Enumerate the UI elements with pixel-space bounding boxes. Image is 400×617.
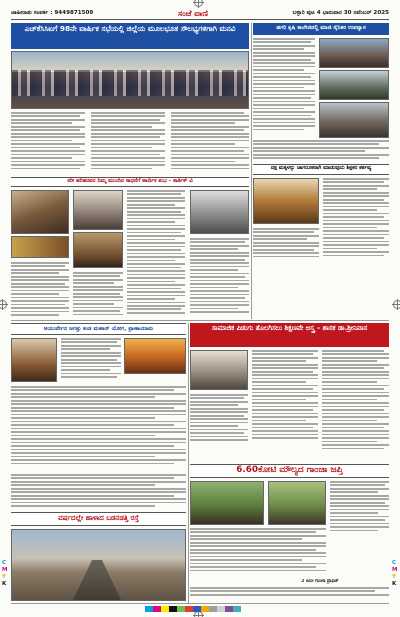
- color-swatch: [233, 606, 241, 612]
- registration-mark-left: [0, 300, 7, 309]
- ganja-photo-1: [190, 481, 264, 525]
- road-surface: [72, 560, 122, 601]
- registration-mark-right: [393, 300, 400, 309]
- seizure-body-wide: [190, 528, 326, 576]
- color-swatch: [193, 606, 201, 612]
- color-swatch: [185, 606, 193, 612]
- lead-body-col3: [171, 112, 249, 174]
- ayurveda-group-photo: [124, 338, 186, 374]
- lead-body-col1: [11, 112, 85, 174]
- color-swatch: [209, 606, 217, 612]
- middle-body: [73, 272, 123, 320]
- color-swatch: [145, 606, 153, 612]
- ayurveda-body-wide: [11, 386, 186, 472]
- award-photo: [11, 190, 69, 234]
- ganja-photo-2: [268, 481, 326, 525]
- yoga-photo: [11, 338, 57, 382]
- banner-body-col2: [252, 350, 318, 448]
- event-photo-2: [73, 232, 123, 268]
- center-body: [127, 190, 185, 320]
- color-swatch: [161, 606, 169, 612]
- left-body: [11, 262, 69, 320]
- color-swatch: [153, 606, 161, 612]
- bottom-left-body: [11, 474, 186, 510]
- issue-info: ಬಳ್ಳಾರಿ ಪುಟ 4 ಭಾನುವಾರ 30 ನವೆಂಬರ್ 2025: [292, 10, 389, 16]
- page-header: [11, 8, 389, 20]
- right-body-col1: [253, 38, 315, 138]
- color-swatch: [177, 606, 185, 612]
- soldier-photo-3: [319, 102, 389, 138]
- cmyk-right: C M Y K: [392, 560, 398, 587]
- column-rule-2: [188, 323, 189, 603]
- pinned-caption: 2 ಕಿಮೀ ಗಾಂಜಾ ಪ್ರಾಫಿಟ್: [301, 579, 339, 584]
- meeting-photo: [190, 190, 249, 234]
- section-rule: [11, 320, 389, 321]
- school-photo: [253, 178, 319, 224]
- color-swatch: [217, 606, 225, 612]
- lead-photo: [11, 51, 249, 109]
- banner-body-col3: [322, 350, 389, 460]
- banner-body-col1: [190, 394, 248, 448]
- center-right-body: [190, 238, 249, 320]
- print-color-bar: [145, 606, 241, 612]
- edu-headline: ದಕ್ಷ ಮಕ್ಕಳನ್ನು ಜಾಗರೂಕರಾಗಿ ಮಾಡುವುದು ಶಿಕ್ಷಕರ ಕರ್ತವ್ಯ: [253, 164, 389, 175]
- footer-rule: [11, 603, 389, 604]
- ad-contact: ಜಾಹೀರಾತು ಸಂಪರ್ಕ : 9449871509: [11, 10, 94, 16]
- portrait-photo: [11, 236, 69, 258]
- ayurveda-headline: ಆಯುರ್ವೇದ ಜಗತ್ತು ಕಂಡ ಮಹಾನ್ ಯೋಗ, ಪ್ರಾಣಾಯಾಮ: [11, 323, 186, 335]
- right-headline: ಹಗರಿ ಕೃಷಿ ಕಾಲೇಜಿನಲ್ಲಿ ಮಾಜಿ ಸೈನಿಕರ ಉಪನ್ಯಾಸ: [253, 23, 389, 35]
- ayurveda-body-col1: [61, 338, 121, 382]
- mid-headline: ಕರೀ ಹರಿಹರವರ ನಿಮ್ಮ ಮುಂದಿನ ಸಾಧನೆಗೆ ಹಾರ್ದಿಕ ಶುಭ – ಕಾರ್ತಿಕ್ ವಿ: [11, 177, 249, 187]
- edu-body-col1: [253, 228, 319, 264]
- seizure-body: [330, 481, 389, 539]
- road-photo: [11, 529, 186, 601]
- soldier-photo-2: [319, 70, 389, 100]
- mla-photo: [190, 350, 248, 390]
- lead-photo-crowd: [12, 70, 248, 96]
- color-swatch: [169, 606, 177, 612]
- registration-mark-top: [194, 0, 203, 7]
- soldier-photo-1: [319, 38, 389, 68]
- seizure-body-tail: [190, 587, 389, 601]
- column-rule-1: [251, 23, 252, 319]
- cmyk-left: C M Y K: [2, 560, 8, 587]
- color-swatch: [201, 606, 209, 612]
- banner-headline: ಸಾಮಾಜಿಕ ಪಿಡುಗು ತೊಲಗಿಸಲು ಶಿಕ್ಷಣವೇ ಅಸ್ತ್ರ – ಶಾಸಕ ಡಾ.ಶ್ರೀನಿವಾಸ: [190, 323, 389, 347]
- lead-body-col2: [91, 112, 165, 174]
- event-photo-1: [73, 190, 123, 230]
- edu-body-col2: [323, 178, 389, 264]
- color-swatch: [225, 606, 233, 612]
- masthead: ಸಂಜೆ ವಾಣಿ: [178, 8, 208, 18]
- lead-headline: ಎಚ್‌ಕೆಸಿಸಿಐಗೆ 98ನೇ ವಾರ್ಷಿಕ ಸಭೆಯಲ್ಲಿ ಜಿಲ್ಲೆಯ ಮೂಲಭೂತ ಸೌಲಭ್ಯಗಳಿಗಾಗಿ ಮನವಿ: [11, 23, 249, 49]
- right-body-col2: [253, 140, 389, 162]
- bottom-headline: ವರ್ಷದಲ್ಲೇ ಹಾಳಾದ ಬಡನಡತ್ತಿ ರಸ್ತೆ: [11, 512, 186, 526]
- seizure-headline: 6.60ಕೋಟಿ ಮೌಲ್ಯದ ಗಾಂಜಾ ಜಪ್ತಿ: [190, 464, 389, 478]
